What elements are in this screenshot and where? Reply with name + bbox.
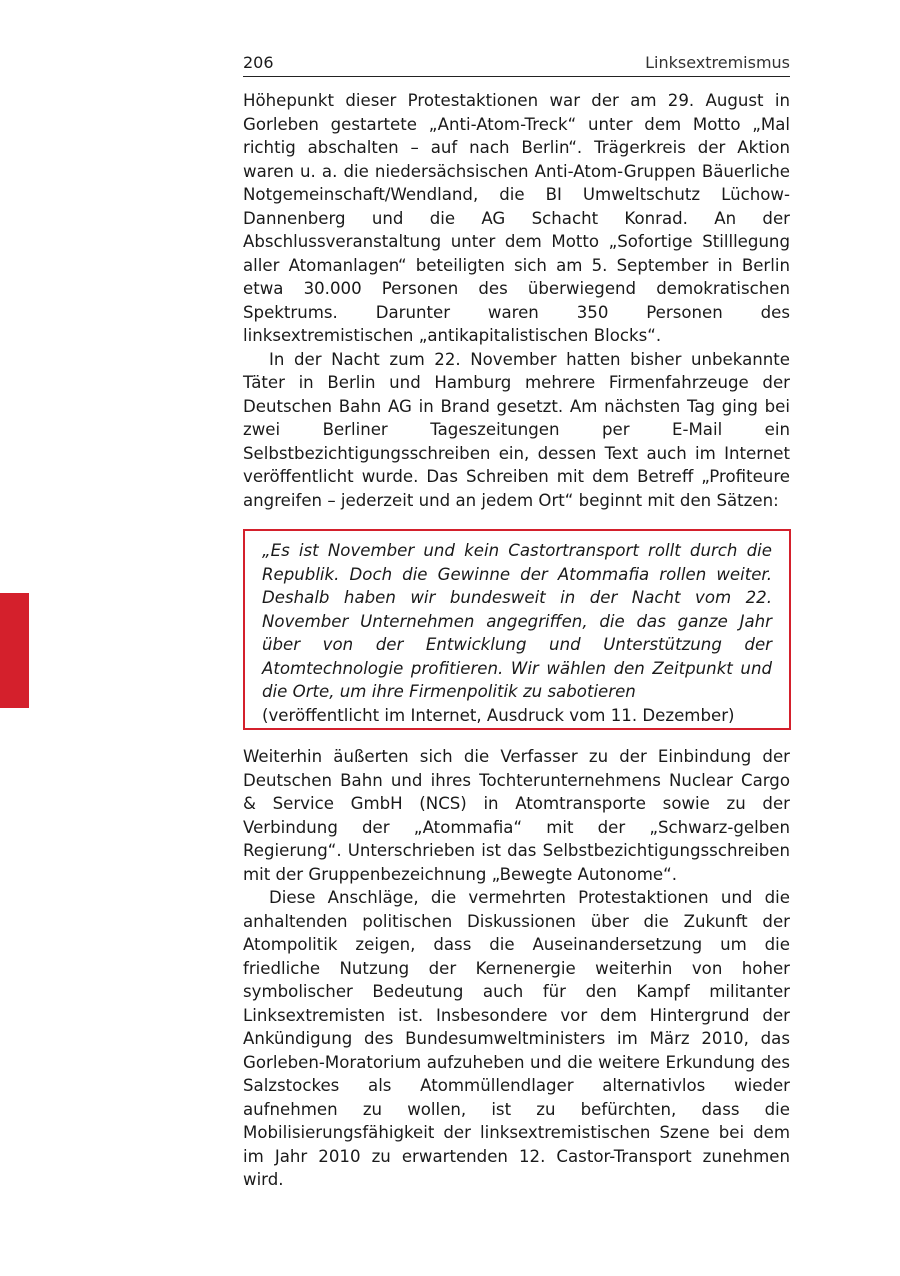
paragraph: Diese Anschläge, die vermehrten Protestaktionen und die anhaltenden politischen Diskussionen über die Zukunft der Atompolitik zeigen, dass die Auseinandersetzung um die friedliche Nutzung der Kernenergie weiterhin von hoher symbolischer Bedeutung auch für den Kampf militanter Linksextremisten ist. Insbesondere vor dem Hintergrund der Ankündigung des Bundesumweltministers im März 2010, das Gorleben-Moratorium aufzuheben und die weitere Erkundung des Salzstockes als Atommüllendlager alternativlos wieder aufnehmen zu wollen, ist zu befürchten, dass die Mobilisierungsfähigkeit der linksextremistischen Szene bei dem im Jahr 2010 zu erwartenden 12. Castor-Transport zunehmen wird. [243,888,790,1189]
text-block-after-quote [243,745,790,1192]
page-number: 206 [243,53,274,72]
chapter-side-tab [0,593,29,708]
paragraph: In der Nacht zum 22. November hatten bisher unbekannte Täter in Berlin und Hamburg mehrere Firmenfahrzeuge der Deutschen Bahn AG in Brand gesetzt. Am nächsten Tag ging bei zwei Berliner Tageszeitungen per E-Mail ein Selbstbezichtigungsschreiben ein, dessen Text auch im Internet veröffentlicht wurde. Das Schreiben mit dem Betreff „Profiteure angreifen – jederzeit und an jedem Ort“ beginnt mit den Sätzen: [243,349,790,510]
page-header [243,52,790,77]
paragraph: Weiterhin äußerten sich die Verfasser zu der Einbindung der Deutschen Bahn und ihres Tochterunternehmens Nuclear Cargo & Service GmbH (NCS) in Atomtransporte sowie zu der Verbindung der „Atommafia“ mit der „Schwarz-gelben Regierung“. Unterschrieben ist das Selbstbezichtigungsschreiben mit der Gruppenbezeichnung „Bewegte Autonome“. [243,747,790,884]
paragraph: Höhepunkt dieser Protestaktionen war der am 29. August in Gorleben gestartete „Anti-Atom-Treck“ unter dem Motto „Mal richtig abschalten – auf nach Berlin“. Trägerkreis der Aktion waren u. a. die niedersächsischen Anti-Atom-Gruppen Bäuerliche Notgemeinschaft/Wendland, die BI Umweltschutz Lüchow-Dannenberg und die AG Schacht Konrad. An der Abschlussveranstaltung unter dem Motto „Sofortige Stilllegung aller Atomanlagen“ beteiligten sich am 5. September in Berlin etwa 30.000 Personen des überwiegend demokratischen Spektrums. Darunter waren 350 Personen des linksextremistischen „antikapitalistischen Blocks“. [243,91,790,345]
text-block-before-quote [243,89,790,512]
quote-text: „Es ist November und kein Castortransport rollt durch die Republik. Doch die Gewinne der Atommafia rollen weiter. Deshalb haben wir bundesweit in der Nacht vom 22. November Unternehmen angegriffen, die das ganze Jahr über von der Entwicklung und Unterstützung der Atomtechnologie profitieren. Wir wählen den Zeitpunkt und die Orte, um ihre Firmenpolitik zu sabotieren [262,541,772,701]
running-title: Linksextremismus [645,53,790,72]
quote-source: (veröffentlicht im Internet, Ausdruck vom 11. Dezember) [262,705,735,725]
quote-box [243,529,791,730]
